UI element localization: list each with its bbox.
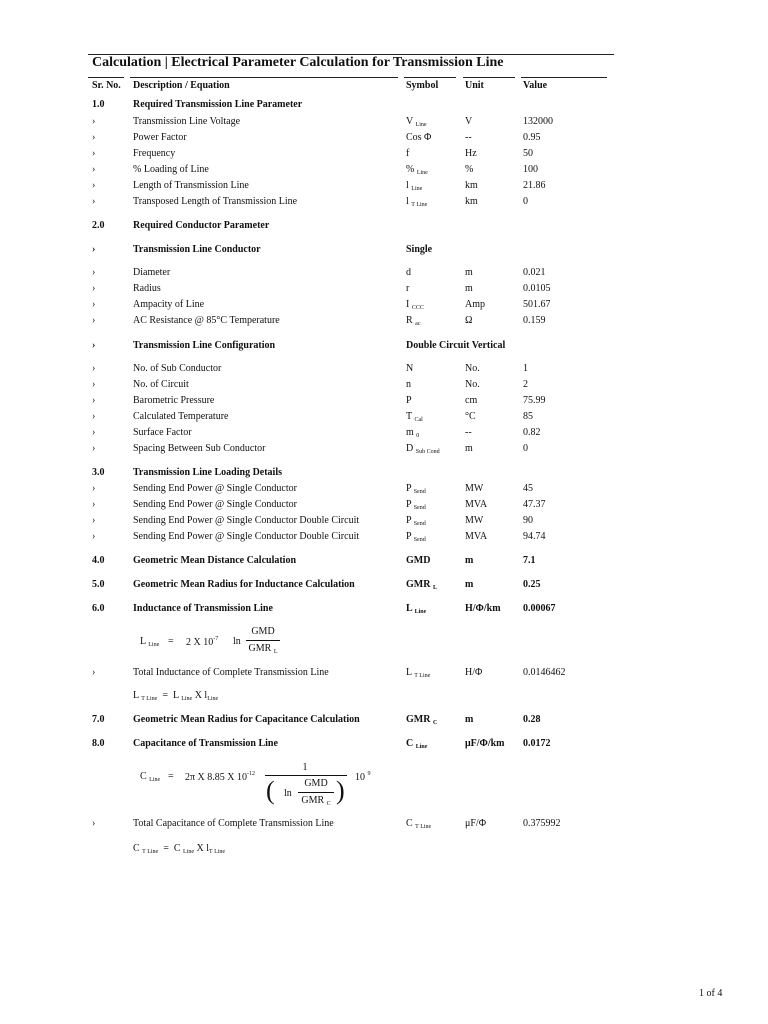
table-row bbox=[0, 283, 768, 297]
header-rule bbox=[130, 77, 398, 78]
row-number: › bbox=[92, 411, 96, 422]
row-number: › bbox=[92, 499, 96, 510]
table-row bbox=[0, 379, 768, 393]
row-number: 6.0 bbox=[92, 603, 105, 614]
row-number: › bbox=[92, 379, 96, 390]
total-capacitance-equation: C $_{T Line}$ = C $_{Line}$ X $l_{T Line}$ bbox=[133, 843, 226, 855]
row-value: 45 bbox=[523, 483, 533, 494]
row-symbol: L $_{T Line}$ bbox=[406, 667, 431, 679]
row-number: › bbox=[92, 267, 96, 278]
row-value: 21.86 bbox=[523, 180, 546, 191]
header-sr-no: Sr. No. bbox=[92, 80, 121, 91]
section-row bbox=[0, 555, 768, 569]
table-row bbox=[0, 267, 768, 281]
row-description: Geometric Mean Distance Calculation bbox=[133, 555, 297, 566]
row-symbol: l $_{T Line}$ bbox=[406, 196, 428, 208]
row-value: 90 bbox=[523, 515, 533, 526]
row-value: 0.28 bbox=[523, 714, 541, 725]
row-unit: No. bbox=[465, 379, 480, 390]
table-row bbox=[0, 180, 768, 194]
row-symbol: Double Circuit Vertical bbox=[406, 340, 506, 351]
row-description: Capacitance of Transmission Line bbox=[133, 738, 278, 749]
row-number: › bbox=[92, 116, 96, 127]
row-value: 1 bbox=[523, 363, 528, 374]
table-row bbox=[0, 483, 768, 497]
row-description: Transmission Line Conductor bbox=[133, 244, 261, 255]
table-row bbox=[0, 499, 768, 513]
row-unit: m bbox=[465, 555, 474, 566]
row-unit: H/Φ/km bbox=[465, 603, 501, 614]
row-unit: MVA bbox=[465, 531, 488, 542]
row-symbol: l $_{Line}$ bbox=[406, 180, 423, 192]
row-description: No. of Sub Conductor bbox=[133, 363, 222, 374]
row-description: Ampacity of Line bbox=[133, 299, 205, 310]
table-row bbox=[0, 116, 768, 130]
row-unit: -- bbox=[465, 427, 472, 438]
row-value: 0.0172 bbox=[523, 738, 551, 749]
table-row bbox=[0, 443, 768, 457]
row-value: 132000 bbox=[523, 116, 553, 127]
table-row bbox=[0, 818, 768, 832]
row-symbol: C $_{Line}$ bbox=[406, 738, 428, 750]
header-rule bbox=[463, 77, 515, 78]
row-description: No. of Circuit bbox=[133, 379, 189, 390]
section-row bbox=[0, 99, 768, 113]
table-row bbox=[0, 363, 768, 377]
row-description: Calculated Temperature bbox=[133, 411, 229, 422]
row-symbol: GMR $_C$ bbox=[406, 714, 438, 726]
row-value: 0.00067 bbox=[523, 603, 556, 614]
row-unit: % bbox=[465, 164, 474, 175]
row-description: Required Transmission Line Parameter bbox=[133, 99, 303, 110]
row-value: 0.0105 bbox=[523, 283, 551, 294]
page-title: Calculation | Electrical Parameter Calculation for Transmission Line bbox=[92, 55, 504, 70]
row-symbol: I $_{CCC}$ bbox=[406, 299, 424, 311]
row-description: Diameter bbox=[133, 267, 171, 278]
row-number: › bbox=[92, 667, 96, 678]
row-description: Frequency bbox=[133, 148, 176, 159]
row-value: 85 bbox=[523, 411, 533, 422]
row-description: Sending End Power @ Single Conductor Double Circuit bbox=[133, 531, 360, 542]
row-value: 0.82 bbox=[523, 427, 541, 438]
row-number: 1.0 bbox=[92, 99, 105, 110]
page-number: 1 of 4 bbox=[699, 988, 723, 999]
header-description: Description / Equation bbox=[133, 80, 230, 91]
total-inductance-equation: L $_{T Line}$ = L $_{Line}$ X $l_{Line}$ bbox=[133, 690, 219, 702]
section-row bbox=[0, 220, 768, 234]
row-symbol: D $_{Sub Cond}$ bbox=[406, 443, 440, 455]
row-number: › bbox=[92, 363, 96, 374]
row-value: 94.74 bbox=[523, 531, 546, 542]
row-number: › bbox=[92, 340, 96, 351]
row-symbol: P $_{Send}$ bbox=[406, 499, 426, 511]
row-number: › bbox=[92, 180, 96, 191]
row-unit: MW bbox=[465, 515, 484, 526]
row-symbol: Single bbox=[406, 244, 433, 255]
table-row bbox=[0, 148, 768, 162]
row-number: › bbox=[92, 283, 96, 294]
section-row bbox=[0, 714, 768, 728]
row-description: Surface Factor bbox=[133, 427, 192, 438]
section-row bbox=[0, 738, 768, 752]
row-value: 0.0146462 bbox=[523, 667, 566, 678]
row-description: Radius bbox=[133, 283, 161, 294]
row-unit: MW bbox=[465, 483, 484, 494]
row-unit: m bbox=[465, 443, 473, 454]
row-value: 0.375992 bbox=[523, 818, 561, 829]
table-row bbox=[0, 427, 768, 441]
row-number: › bbox=[92, 427, 96, 438]
row-unit: Amp bbox=[465, 299, 485, 310]
header-unit: Unit bbox=[465, 80, 484, 91]
section-row bbox=[0, 603, 768, 617]
row-number: › bbox=[92, 244, 96, 255]
row-number: 5.0 bbox=[92, 579, 105, 590]
table-row bbox=[0, 132, 768, 146]
row-value: 47.37 bbox=[523, 499, 546, 510]
row-unit: cm bbox=[465, 395, 478, 406]
row-description: Required Conductor Parameter bbox=[133, 220, 270, 231]
row-description: Transmission Line Loading Details bbox=[133, 467, 283, 478]
row-value: 100 bbox=[523, 164, 538, 175]
row-number: › bbox=[92, 443, 96, 454]
row-description: Spacing Between Sub Conductor bbox=[133, 443, 266, 454]
row-symbol: n bbox=[406, 379, 411, 390]
row-symbol: T $_{Cal}$ bbox=[406, 411, 423, 423]
row-symbol: d bbox=[406, 267, 411, 278]
row-description: AC Resistance @ 85°C Temperature bbox=[133, 315, 280, 326]
row-value: 75.99 bbox=[523, 395, 546, 406]
row-number: › bbox=[92, 818, 96, 829]
row-symbol: P $_{Send}$ bbox=[406, 531, 426, 543]
header-value: Value bbox=[523, 80, 548, 91]
row-description: Barometric Pressure bbox=[133, 395, 215, 406]
table-row bbox=[0, 315, 768, 329]
header-rule bbox=[521, 77, 607, 78]
section-row bbox=[0, 579, 768, 593]
row-unit: MVA bbox=[465, 499, 488, 510]
row-value: 501.67 bbox=[523, 299, 551, 310]
row-unit: m bbox=[465, 579, 474, 590]
row-description: Power Factor bbox=[133, 132, 187, 143]
row-value: 0.159 bbox=[523, 315, 546, 326]
row-unit: μF/Φ bbox=[465, 818, 487, 829]
row-description: Transmission Line Configuration bbox=[133, 340, 276, 351]
row-value: 0.25 bbox=[523, 579, 541, 590]
row-number: › bbox=[92, 515, 96, 526]
table-row bbox=[0, 395, 768, 409]
row-description: Length of Transmission Line bbox=[133, 180, 249, 191]
row-description: Inductance of Transmission Line bbox=[133, 603, 273, 614]
row-description: Total Inductance of Complete Transmission Line bbox=[133, 667, 329, 678]
row-number: 3.0 bbox=[92, 467, 105, 478]
row-symbol: R $_{ac}$ bbox=[406, 315, 421, 327]
row-value: 0 bbox=[523, 443, 528, 454]
row-unit: °C bbox=[465, 411, 476, 422]
row-number: › bbox=[92, 315, 96, 326]
row-symbol: P $_{Send}$ bbox=[406, 483, 426, 495]
table-row bbox=[0, 411, 768, 425]
row-symbol: % $_{Line}$ bbox=[406, 164, 428, 176]
row-number: › bbox=[92, 531, 96, 542]
row-number: 8.0 bbox=[92, 738, 105, 749]
row-symbol: GMD bbox=[406, 555, 431, 566]
row-unit: km bbox=[465, 180, 478, 191]
table-row bbox=[0, 299, 768, 313]
row-number: › bbox=[92, 196, 96, 207]
section-row bbox=[0, 340, 768, 354]
row-number: › bbox=[92, 148, 96, 159]
header-rule bbox=[88, 77, 124, 78]
row-description: Sending End Power @ Single Conductor bbox=[133, 483, 297, 494]
row-unit: m bbox=[465, 283, 473, 294]
section-row bbox=[0, 467, 768, 481]
row-description: Total Capacitance of Complete Transmission Line bbox=[133, 818, 334, 829]
row-symbol: P bbox=[406, 395, 412, 406]
row-number: 2.0 bbox=[92, 220, 105, 231]
row-value: 0.95 bbox=[523, 132, 541, 143]
row-description: % Loading of Line bbox=[133, 164, 209, 175]
row-symbol: L $_{Line}$ bbox=[406, 603, 427, 615]
table-row bbox=[0, 531, 768, 545]
row-unit: km bbox=[465, 196, 478, 207]
row-symbol: GMR $_L$ bbox=[406, 579, 437, 591]
row-symbol: r bbox=[406, 283, 410, 294]
row-number: › bbox=[92, 132, 96, 143]
row-symbol: m $_0$ bbox=[406, 427, 420, 439]
row-unit: m bbox=[465, 267, 473, 278]
row-unit: μF/Φ/km bbox=[465, 738, 505, 749]
row-unit: V bbox=[465, 116, 473, 127]
row-unit: m bbox=[465, 714, 474, 725]
row-description: Transposed Length of Transmission Line bbox=[133, 196, 298, 207]
row-value: 7.1 bbox=[523, 555, 536, 566]
row-number: › bbox=[92, 299, 96, 310]
row-number: › bbox=[92, 483, 96, 494]
row-number: › bbox=[92, 164, 96, 175]
row-unit: H/Φ bbox=[465, 667, 483, 678]
table-row bbox=[0, 196, 768, 210]
header-symbol: Symbol bbox=[406, 80, 439, 91]
row-symbol: N bbox=[406, 363, 414, 374]
row-description: Geometric Mean Radius for Inductance Calculation bbox=[133, 579, 355, 590]
row-number: 7.0 bbox=[92, 714, 105, 725]
row-description: Geometric Mean Radius for Capacitance Calculation bbox=[133, 714, 360, 725]
row-unit: Hz bbox=[465, 148, 477, 159]
row-number: › bbox=[92, 395, 96, 406]
row-value: 2 bbox=[523, 379, 528, 390]
row-unit: -- bbox=[465, 132, 472, 143]
table-row bbox=[0, 164, 768, 178]
row-symbol: C $_{T Line}$ bbox=[406, 818, 432, 830]
row-description: Sending End Power @ Single Conductor Double Circuit bbox=[133, 515, 360, 526]
table-row bbox=[0, 515, 768, 529]
row-symbol: f bbox=[406, 148, 410, 159]
row-unit: Ω bbox=[465, 315, 473, 326]
row-symbol: V $_{Line}$ bbox=[406, 116, 427, 128]
row-value: 0 bbox=[523, 196, 528, 207]
row-value: 50 bbox=[523, 148, 533, 159]
table-row bbox=[0, 667, 768, 681]
row-value: 0.021 bbox=[523, 267, 546, 278]
row-description: Transmission Line Voltage bbox=[133, 116, 241, 127]
row-unit: No. bbox=[465, 363, 480, 374]
header-rule bbox=[404, 77, 456, 78]
row-description: Sending End Power @ Single Conductor bbox=[133, 499, 297, 510]
section-row bbox=[0, 244, 768, 258]
row-symbol: Cos Φ bbox=[406, 132, 432, 143]
row-number: 4.0 bbox=[92, 555, 105, 566]
row-symbol: P $_{Send}$ bbox=[406, 515, 426, 527]
